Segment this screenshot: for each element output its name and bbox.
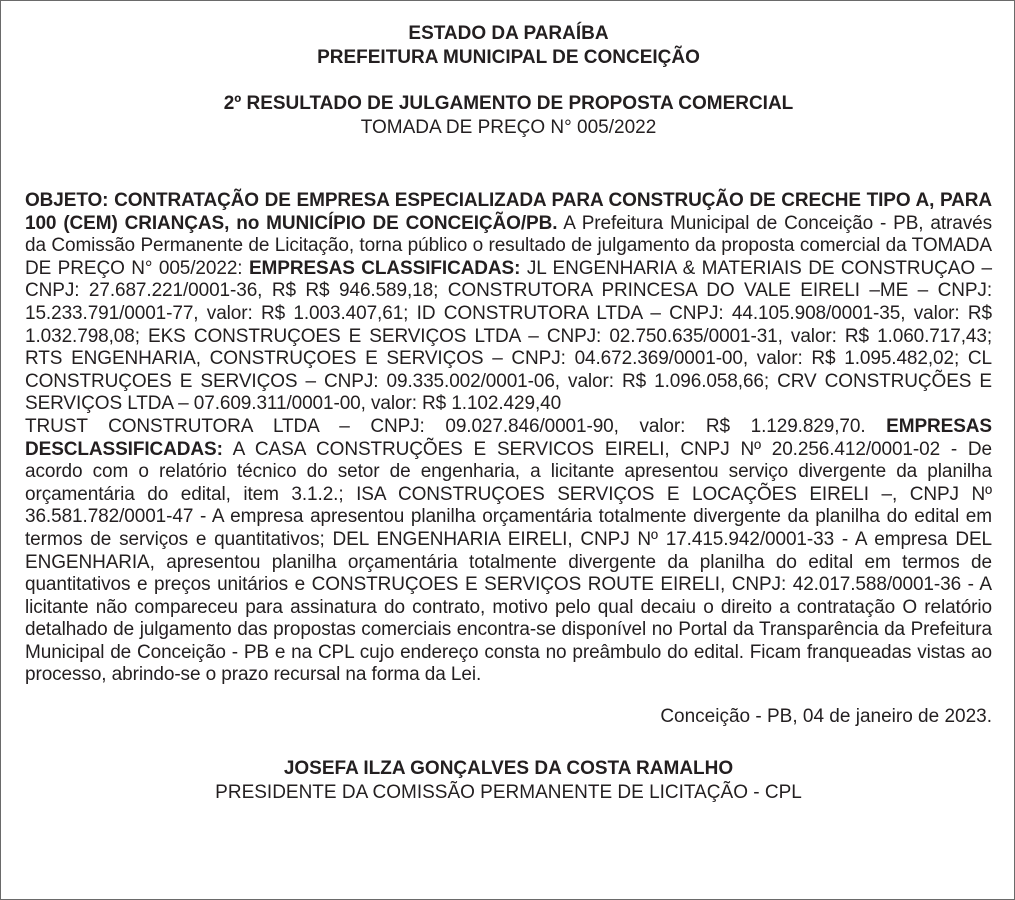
- classified-label: EMPRESAS CLASSIFICADAS:: [248, 257, 521, 279]
- body-paragraph-2: [25, 416, 992, 687]
- disqualified-list: A CASA CONSTRUÇÕES E SERVICOS EIRELI, CNPJ Nº 20.256.412/0001-02 - De acordo com o relatório técnico do setor de engenharia, a licitante apresentou serviço divergente da planilha orçamentária do edital, item 3.1.2.; ISA CONSTRUÇOES SERVIÇOS E LOCAÇÕES EIRELI –, CNPJ Nº 36.581.782/0001-47 - A empresa apresentou planilha orçamentária totalmente divergente da planilha do edital em termos de serviços e quantitativos; DEL ENGENHARIA EIRELI, CNPJ Nº 17.415.942/0001-33 - A empresa DEL ENGENHARIA, apresentou planilha orçamentária totalmente divergente da planilha do edital em termos de quantitativos e preços unitários e CONSTRUÇOES E SERVIÇOS ROUTE EIRELI, CNPJ: 42.017.588/0001-36 - A licitante não compareceu para assinatura do contrato, motivo pelo qual decaiu o direito a contratação O relatório detalhado de julgamento das propostas comerciais encontra-se disponível no Portal da Transparência da Prefeitura Municipal de Conceição - PB e na CPL cujo endereço consta no preâmbulo do edital. Ficam franqueadas vistas ao processo, abrindo-se o prazo recursal na forma da Lei.: [25, 438, 992, 686]
- intro-text: A Prefeitura Municipal de Conceição - PB, através da Comissão Permanente de Licitação, torna público o resultado de julgamento da proposta comercial da TOMADA DE PREÇO N° 005/2022:: [25, 212, 993, 279]
- body-paragraph-1: [25, 190, 992, 416]
- document-subtitle: TOMADA DE PREÇO N° 005/2022: [360, 117, 657, 138]
- date-line: Conceição - PB, 04 de janeiro de 2023.: [660, 706, 992, 728]
- municipality-heading: PREFEITURA MUNICIPAL DE CONCEIÇÃO: [317, 47, 700, 68]
- signatory-name: JOSEFA ILZA GONÇALVES DA COSTA RAMALHO: [283, 758, 734, 780]
- classified-list: JL ENGENHARIA & MATERIAIS DE CONSTRUÇAO – CNPJ: 27.687.221/0001-36, R$ R$ 946.589,18; CONSTRUTORA PRINCESA DO VALE EIRELI –ME – CNPJ: 15.233.791/0001-77, valor: R$ 1.003.407,61; ID CONSTRUTORA LTDA – CNPJ: 44.105.908/0001-35, valor: R$ 1.032.798,08; EKS CONSTRUÇOES E SERVIÇOS LTDA – CNPJ: 02.750.635/0001-31, valor: R$ 1.060.717,43; RTS ENGENHARIA, CONSTRUÇOES E SERVIÇOS – CNPJ: 04.672.369/0001-00, valor: R$ 1.095.482,02; CL CONSTRUÇOES E SERVIÇOS – CNPJ: 09.335.002/0001-06, valor: R$ 1.096.058,66; CRV CONSTRUÇÕES E SERVIÇOS LTDA – 07.609.311/0001-00, valor: R$ 1.102.429,40: [25, 257, 992, 415]
- signatory-role: PRESIDENTE DA COMISSÃO PERMANENTE DE LICITAÇÃO - CPL: [215, 782, 802, 804]
- object-statement: OBJETO: CONTRATAÇÃO DE EMPRESA ESPECIALIZADA PARA CONSTRUÇÃO DE CRECHE TIPO A, PARA 100 (CEM) CRIANÇAS, no MUNICÍPIO DE CONCEIÇÃO/PB.: [25, 190, 992, 234]
- disqualified-label: EMPRESAS DESCLASSIFICADAS:: [25, 415, 992, 460]
- document-title: 2º RESULTADO DE JULGAMENTO DE PROPOSTA COMERCIAL: [223, 93, 794, 114]
- state-heading: ESTADO DA PARAÍBA: [408, 23, 609, 44]
- document-content: [25, 22, 992, 805]
- trust-entry: TRUST CONSTRUTORA LTDA – CNPJ: 09.027.846/0001-90, valor: R$ 1.129.829,70.: [25, 415, 887, 437]
